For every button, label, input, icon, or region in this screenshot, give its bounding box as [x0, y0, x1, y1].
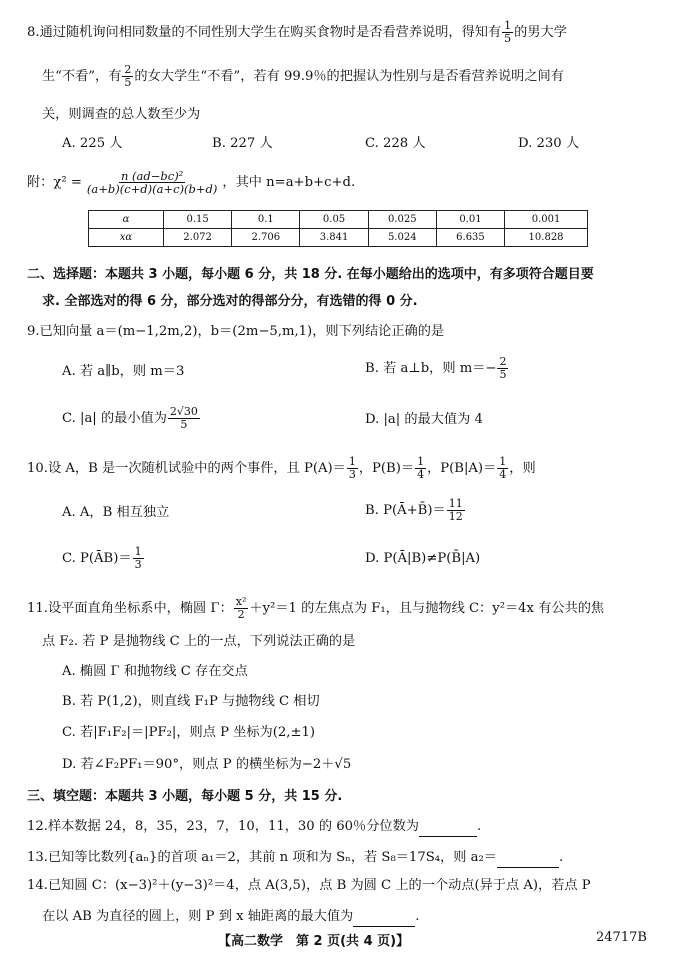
q14-line2: 在以 AB 为直径的圆上，则 P 到 x 轴距离的最大值为 .	[42, 906, 419, 927]
q9-option-b: B. 若 a⊥b，则 m＝− $\frac{2}{5}$	[365, 355, 507, 381]
q10-stem: 10.设 A，B 是一次随机试验中的两个事件，且 P(A)＝ $\frac{1}{3}$ ，P(B)＝ $\frac{1}{4}$ ，P(B|A)＝ $\frac{1}{4}$ ，则	[27, 455, 536, 481]
q13-answer-blank[interactable]	[497, 847, 559, 868]
q8-line2: 生“不看”，有 $\frac{2}{5}$ 的女大学生“不看”，若有 99.9％的把握认为性别与是否看营养说明之间有	[42, 63, 564, 89]
q10-option-d: D. P(Ā|B)≠P(B̄|A)	[365, 551, 481, 566]
q14-line1: 14.已知圆 C：(x−3)²＋(y−3)²＝4，点 A(3,5)，点 B 为圆 C 上的一个动点(异于点 A)，若点 P	[27, 878, 591, 893]
q10-option-b: B. P(Ā+B̄)＝ $\frac{11}{12}$	[365, 497, 463, 523]
q11-option-c: C. 若|F₁F₂|＝|PF₂|，则点 P 坐标为(2,±1)	[62, 725, 316, 740]
q9-stem: 9.已知向量 a＝(m−1,2m,2)，b＝(2m−5,m,1)，则下列结论正确的是	[27, 324, 445, 339]
chi-square-fraction: $\frac{\text{n (ad−bc)²}}{(a+b)(c+d)(a+c)(b+d)}$	[86, 169, 218, 196]
q12-answer-blank[interactable]	[419, 816, 477, 837]
q8-option-a: A. 225 人	[62, 136, 123, 151]
q13-text: 13.已知等比数列{aₙ}的首项 a₁＝2，其前 n 项和为 Sₙ，若 S₈＝17S₄，则 a₂＝ .	[27, 847, 563, 868]
q12-text: 12.样本数据 24，8，35，23，7，10，11，30 的 60％分位数为 .	[27, 816, 481, 837]
q8-option-d: D. 230 人	[518, 136, 580, 151]
q10-option-a: A. A，B 相互独立	[62, 505, 170, 520]
section3-heading: 三、填空题：本题共 3 小题，每小题 5 分，共 15 分.	[27, 789, 343, 804]
q8-line3: 关，则调查的总人数至少为	[42, 107, 201, 122]
q11-stem-line1: 11.设平面直角坐标系中，椭圆 Γ： $\frac{\text{x²}}{2}$ ＋y²＝1 的左焦点为 F₁，且与抛物线 C：y²＝4x 有公共的焦	[27, 595, 605, 621]
q9-option-c: C. |a| 的最小值为 $\frac{2√30}{5}$	[62, 405, 198, 431]
q11-stem-line2: 点 F₂. 若 P 是抛物线 C 上的一点，下列说法正确的是	[42, 634, 356, 649]
q11-option-a: A. 椭圆 Γ 和抛物线 C 存在交点	[62, 664, 248, 679]
q8-frac1: $\frac{1}{5}$	[504, 19, 512, 45]
section2-heading-line1: 二、选择题：本题共 3 小题，每小题 6 分，共 18 分. 在每小题给出的选项中，有多项符合题目要	[27, 267, 594, 282]
page-footer: 【高二数学 第 2 页(共 4 页)】	[218, 934, 410, 949]
table-row: xα 2.072 2.706 3.841 5.024 6.635 10.828	[89, 229, 588, 247]
q14-answer-blank[interactable]	[353, 906, 415, 927]
q8-frac2: $\frac{2}{5}$	[124, 63, 132, 89]
q11-option-b: B. 若 P(1,2)，则直线 F₁P 与抛物线 C 相切	[62, 694, 320, 709]
q8-formula: 附：χ² = $\frac{\text{n (ad−bc)²}}{(a+b)(c+d)(a+c)(b+d)}$ ，其中 n=a+b+c+d.	[27, 169, 356, 196]
section2-heading-line2: 求. 全部选对的得 6 分，部分选对的得部分分，有选错的得 0 分.	[42, 294, 418, 309]
q10-option-c: C. P(ĀB)＝ $\frac{1}{3}$	[62, 545, 142, 571]
q8-line1: 8.通过随机询问相同数量的不同性别大学生在购买食物时是否看营养说明，得知有 $\frac{1}{5}$ 的男大学	[27, 19, 567, 45]
q9-option-a: A. 若 a∥b，则 m＝3	[62, 364, 185, 379]
q11-option-d: D. 若∠F₂PF₁＝90°，则点 P 的横坐标为−2＋√5	[62, 757, 352, 772]
q8-option-b: B. 227 人	[212, 136, 273, 151]
critical-value-table	[88, 210, 588, 247]
exam-code: 24717B	[596, 930, 647, 945]
q9-option-d: D. |a| 的最大值为 4	[365, 412, 483, 427]
q8-option-c: C. 228 人	[365, 136, 426, 151]
table-row: α 0.15 0.1 0.05 0.025 0.01 0.001	[89, 211, 588, 229]
